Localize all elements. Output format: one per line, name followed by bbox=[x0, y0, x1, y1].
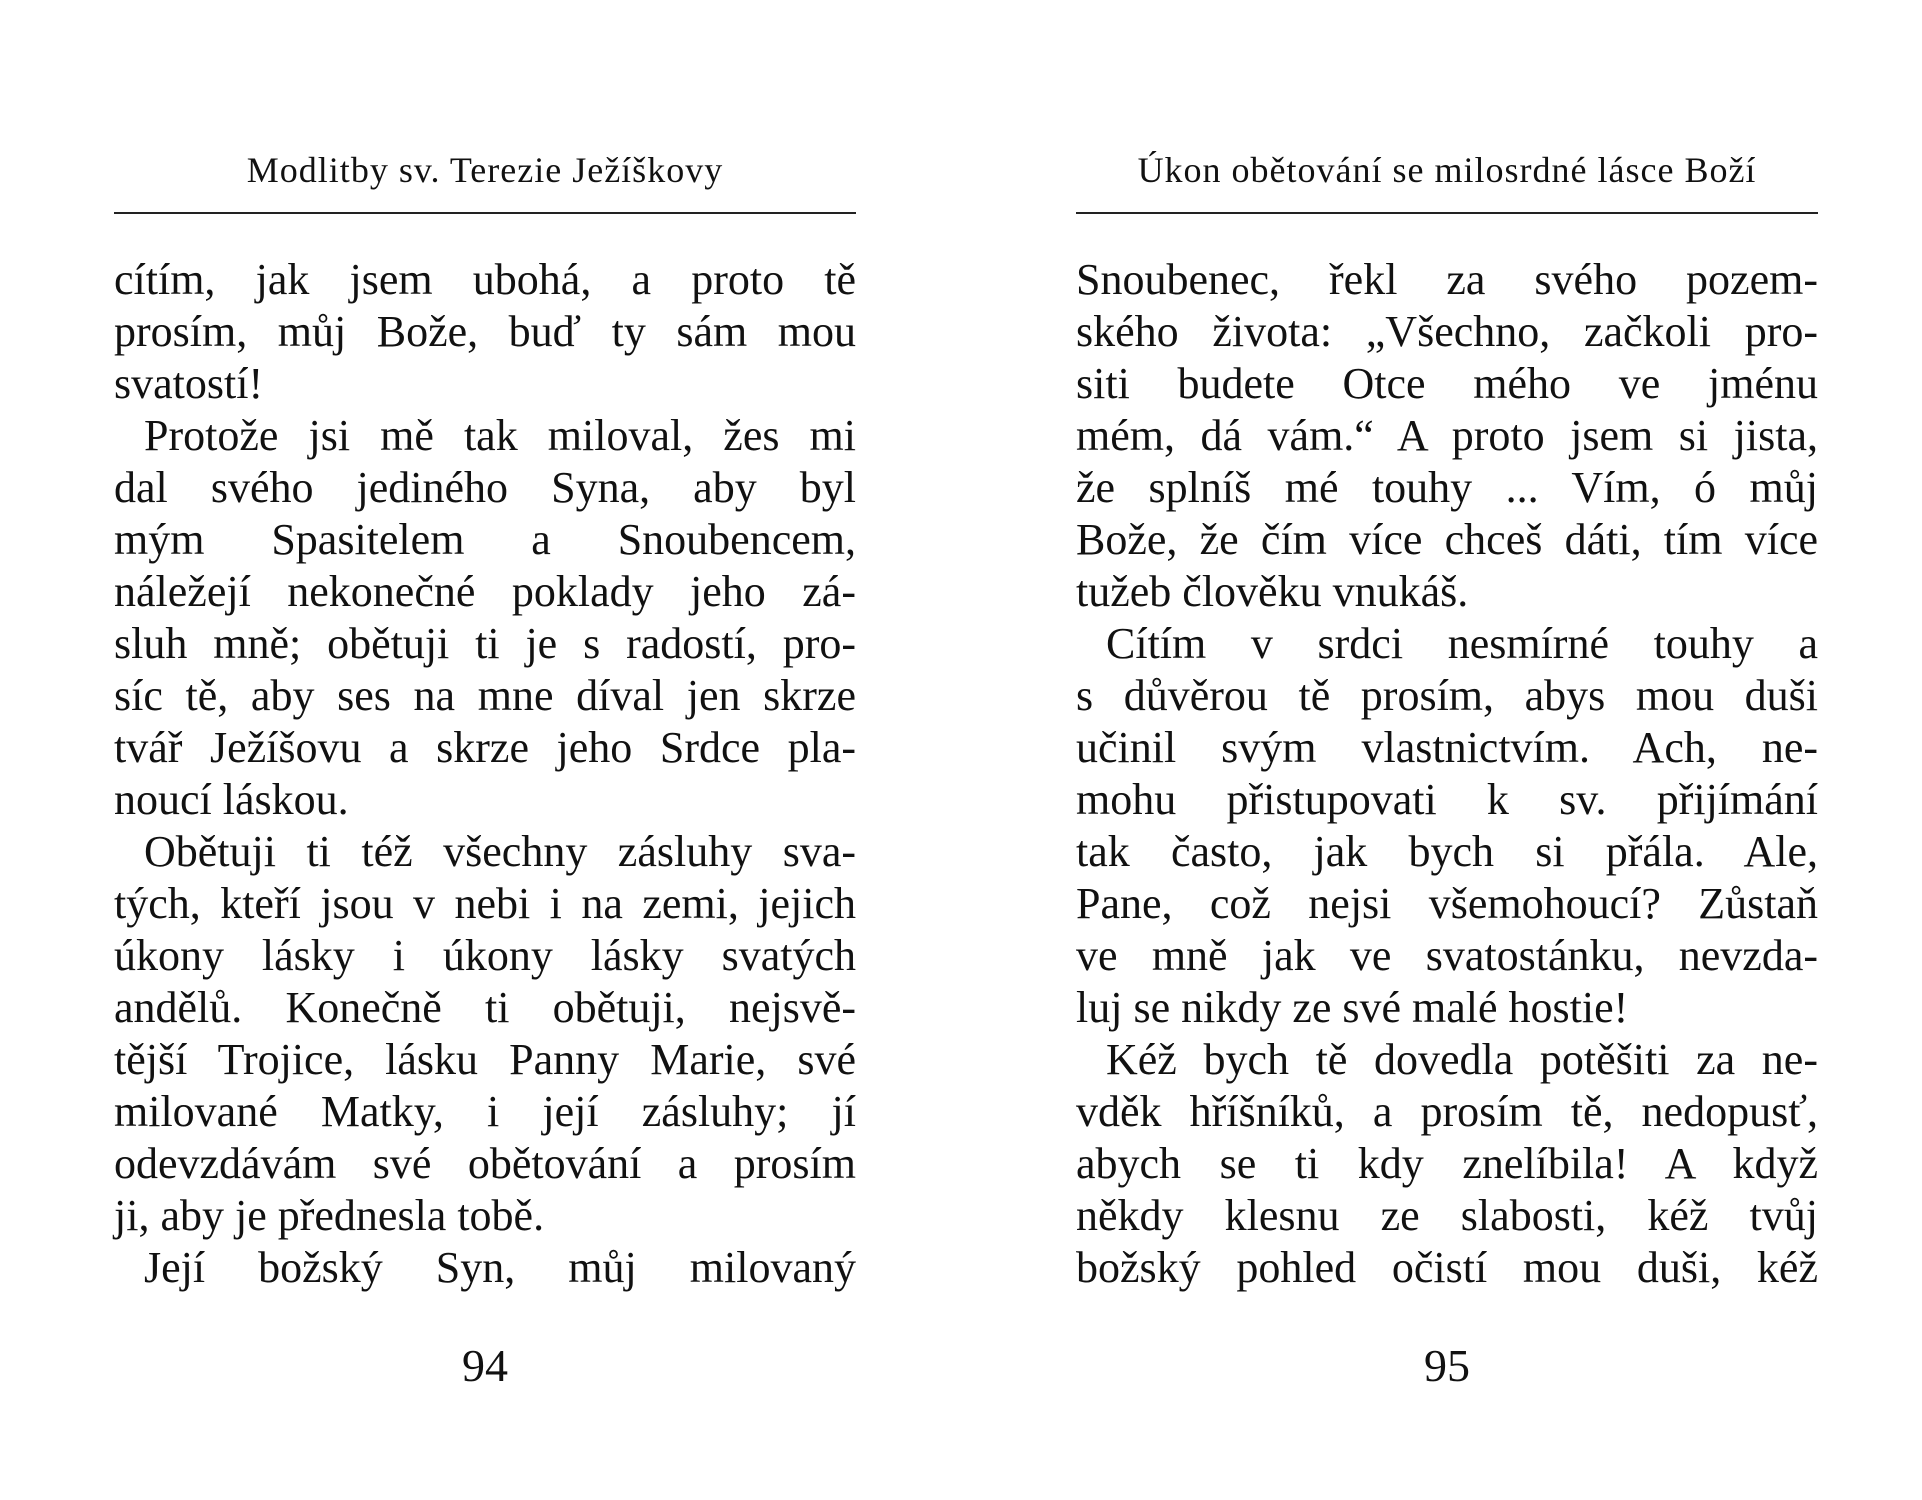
page-number-left: 94 bbox=[462, 1340, 508, 1391]
text-line: učinil svým vlastnictvím. Ach, ne- bbox=[1076, 723, 1818, 772]
text-line: dal svého jediného Syna, aby byl bbox=[114, 463, 856, 512]
header-rule-right bbox=[1076, 212, 1818, 214]
text-line: tužeb člověku vnukáš. bbox=[1076, 567, 1469, 616]
text-line: tější Trojice, lásku Panny Marie, své bbox=[114, 1035, 856, 1084]
text-line: ského života: „Všechno, začkoli pro- bbox=[1076, 307, 1818, 356]
text-line: Pane, což nejsi všemohoucí? Zůstaň bbox=[1076, 879, 1818, 928]
left-page bbox=[114, 0, 856, 1500]
text-line: noucí láskou. bbox=[114, 775, 349, 824]
text-line: Cítím v srdci nesmírné touhy a bbox=[1106, 619, 1818, 668]
text-line: síc tě, aby ses na mne díval jen skrze bbox=[114, 671, 856, 720]
text-line: sluh mně; obětuji ti je s radostí, pro- bbox=[114, 619, 856, 668]
header-rule-left bbox=[114, 212, 856, 214]
text-line: ve mně jak ve svatostánku, nevzda- bbox=[1076, 931, 1818, 980]
text-line: svatostí! bbox=[114, 359, 264, 408]
running-head-right: Úkon obětování se milosrdné lásce Boží bbox=[1137, 150, 1757, 190]
running-head-left: Modlitby sv. Terezie Ježíškovy bbox=[246, 150, 724, 190]
text-line: tak často, jak bych si přála. Ale, bbox=[1076, 827, 1818, 876]
text-line: tvář Ježíšovu a skrze jeho Srdce pla- bbox=[114, 723, 856, 772]
text-line: tých, kteří jsou v nebi i na zemi, jejich bbox=[114, 879, 856, 928]
text-line: Její božský Syn, můj milovaný bbox=[144, 1243, 856, 1292]
text-line: Snoubenec, řekl za svého pozem- bbox=[1076, 255, 1818, 304]
text-line: siti budete Otce mého ve jménu bbox=[1076, 359, 1818, 408]
text-line: prosím, můj Bože, buď ty sám mou bbox=[114, 307, 856, 356]
text-line: že splníš mé touhy ... Vím, ó můj bbox=[1076, 463, 1818, 512]
text-line: mým Spasitelem a Snoubencem, bbox=[114, 515, 856, 564]
text-line: božský pohled očistí mou duši, kéž bbox=[1076, 1243, 1818, 1292]
text-line: náležejí nekonečné poklady jeho zá- bbox=[114, 567, 856, 616]
page-number-right: 95 bbox=[1424, 1340, 1470, 1391]
text-line: odevzdávám své obětování a prosím bbox=[114, 1139, 856, 1188]
body-text-right bbox=[1076, 254, 1818, 1294]
text-line: úkony lásky i úkony lásky svatých bbox=[114, 931, 856, 980]
text-line: mohu přistupovati k sv. přijímání bbox=[1076, 775, 1818, 824]
text-line: mém, dá vám.“ A proto jsem si jista, bbox=[1076, 411, 1818, 460]
text-line: andělů. Konečně ti obětuji, nejsvě- bbox=[114, 983, 856, 1032]
text-line: milované Matky, i její zásluhy; jí bbox=[114, 1087, 856, 1136]
text-line: luj se nikdy ze své malé hostie! bbox=[1076, 983, 1629, 1032]
text-line: Protože jsi mě tak miloval, žes mi bbox=[144, 411, 856, 460]
text-line: cítím, jak jsem ubohá, a proto tě bbox=[114, 255, 856, 304]
text-line: vděk hříšníků, a prosím tě, nedopusť, bbox=[1076, 1087, 1818, 1136]
right-page bbox=[1076, 0, 1818, 1500]
text-line: ji, aby je přednesla tobě. bbox=[114, 1191, 545, 1240]
text-line: s důvěrou tě prosím, abys mou duši bbox=[1076, 671, 1818, 720]
text-line: Kéž bych tě dovedla potěšiti za ne- bbox=[1106, 1035, 1818, 1084]
text-line: někdy klesnu ze slabosti, kéž tvůj bbox=[1076, 1191, 1818, 1240]
body-text-left bbox=[114, 254, 856, 1294]
text-line: Obětuji ti též všechny zásluhy sva- bbox=[144, 827, 856, 876]
text-line: abych se ti kdy znelíbila! A když bbox=[1076, 1139, 1818, 1188]
text-line: Bože, že čím více chceš dáti, tím více bbox=[1076, 515, 1818, 564]
